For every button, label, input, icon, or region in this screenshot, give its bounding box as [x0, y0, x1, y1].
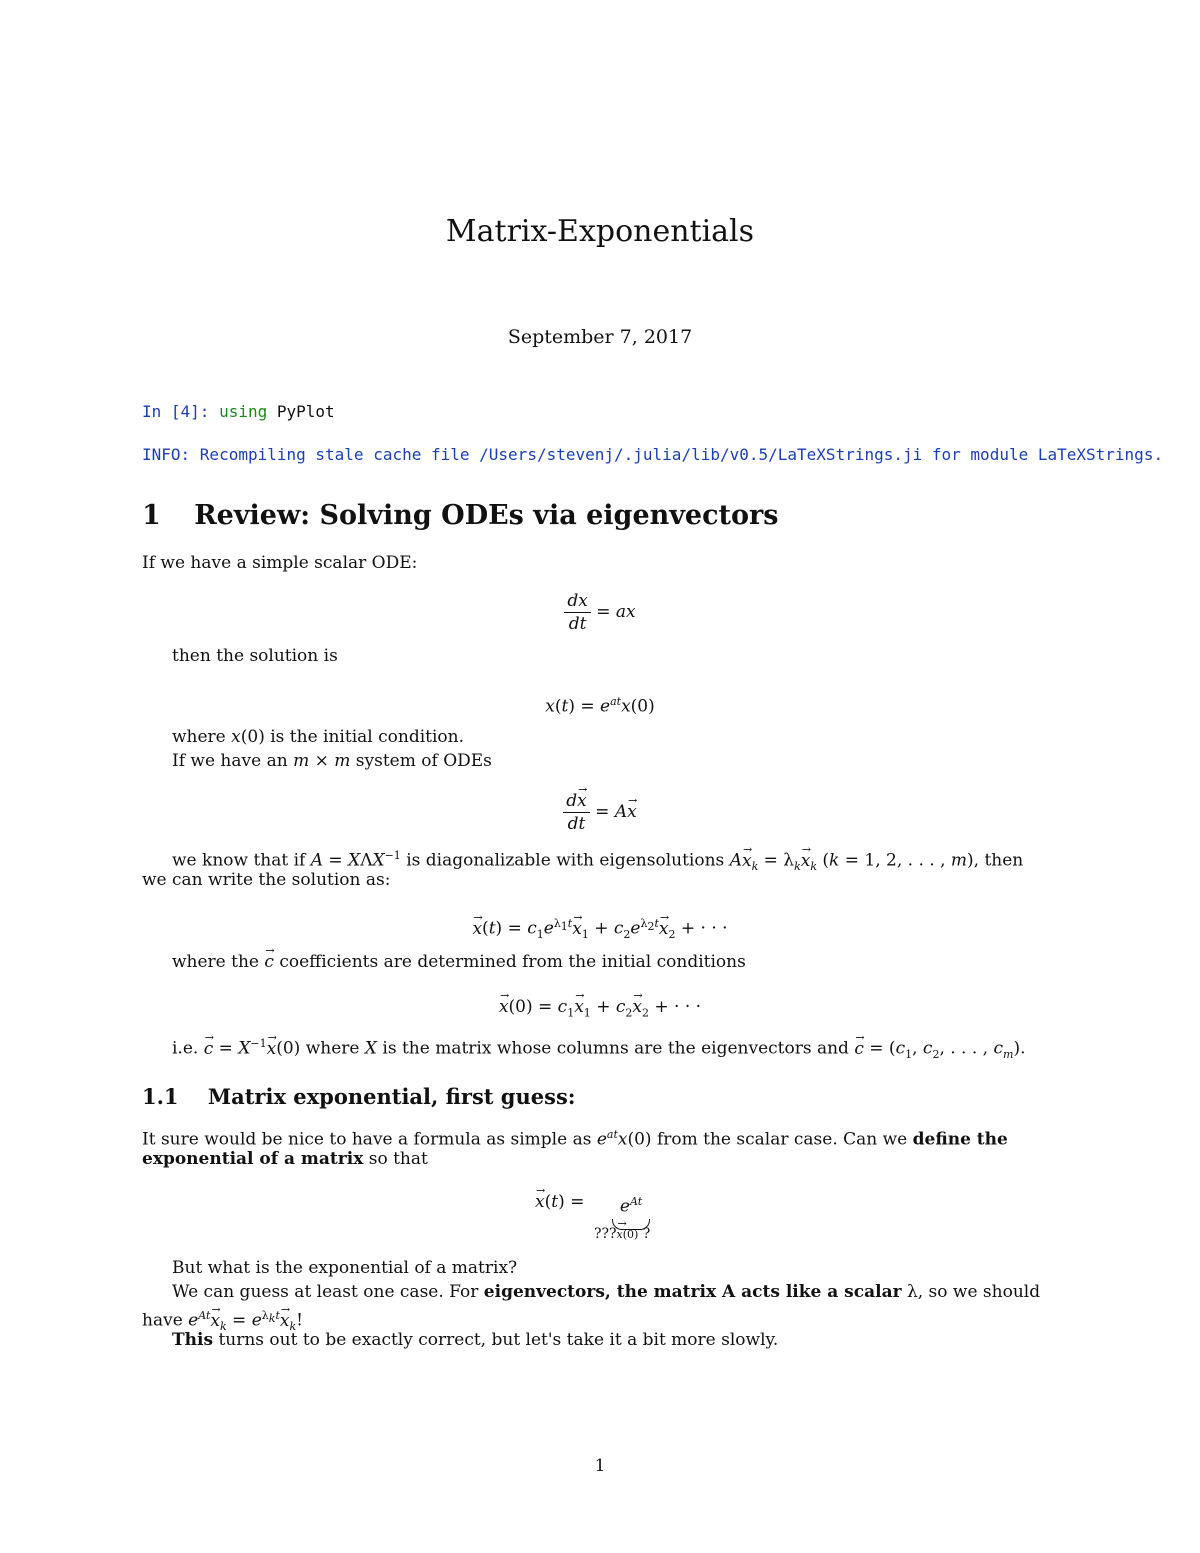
code-module: PyPlot	[276, 402, 335, 421]
where-initial-text: where x(0) is the initial condition.	[172, 727, 464, 747]
coeff-b: coefficients are determined from the initial conditions	[279, 952, 746, 972]
section-1-1-number: 1.1	[142, 1084, 179, 1109]
diag-line2: we can write the solution as:	[142, 870, 391, 890]
nice-bold2: exponential of a matrix	[142, 1149, 364, 1169]
page-number: 1	[594, 1456, 606, 1476]
diag-b: is diagonalizable with eigensolutions	[406, 850, 725, 871]
have-word: have	[142, 1310, 183, 1331]
nice-bold1: define the	[912, 1129, 1008, 1150]
ie-text: i.e. c → = $X^{-1}x \to(0)$ where X is the matrix whose columns are the eigenvectors and c → = ($c_1$, $c_2$, . . . , $c_m$).	[172, 1032, 1026, 1067]
coefficients-text: where the c → coefficients are determined from the initial conditions	[172, 950, 746, 974]
nice-b: from the scalar case. Can we	[656, 1129, 908, 1150]
nice-formula-line2	[142, 1147, 428, 1171]
where-initial-b: is the initial condition.	[270, 727, 464, 747]
slowly-rest: turns out to be exactly correct, but let's take it a bit more slowly.	[218, 1330, 779, 1350]
section-1-1-title: Matrix exponential, first guess:	[207, 1084, 576, 1109]
system-a: If we have an	[172, 751, 288, 771]
equation-scalar-ode: $\frac{dx}{dt}$ = ax	[0, 590, 1200, 635]
underbrace-group: $e^{At}$	[612, 1190, 650, 1237]
diag-a: we know that if	[172, 850, 306, 871]
guess-bold: eigenvectors, the matrix A acts like a scalar	[483, 1282, 902, 1302]
section-1-title: Review: Solving ODEs via eigenvectors	[194, 500, 779, 531]
what-is-text: But what is the exponential of a matrix?	[172, 1258, 518, 1278]
slowly-bold: This	[172, 1330, 214, 1350]
info-output: INFO: Recompiling stale cache file /Users/stevenj/.julia/lib/v0.5/LaTeXStrings.ji for module LaTeXStrings.	[142, 445, 1164, 464]
code-keyword: using	[219, 402, 268, 421]
nice-c: so that	[368, 1149, 428, 1169]
then-solution-text: then the solution is	[172, 646, 338, 666]
section-1-heading	[142, 500, 778, 531]
document-date: September 7, 2017	[507, 326, 693, 348]
system-b: system of ODEs	[355, 751, 492, 771]
equation-matrix-exp: x →(t) =	[535, 1190, 584, 1214]
ie-b: where	[305, 1038, 360, 1059]
brace-tail: ?	[642, 1226, 651, 1242]
brace-label: ???	[594, 1226, 617, 1242]
diagonalizable-text: we know that if $A = X\Lambda X^{-1}$ is diagonalizable with eigensolutions $Ax \to_k = \lambda_kx \to_k$ (k = 1, 2, . . . , m), then	[172, 844, 1023, 879]
nice-a: It sure would be nice to have a formula as simple as	[142, 1129, 592, 1150]
code-prompt: In [4]:	[142, 402, 210, 421]
guess-line2: have $e^{At}x \to_k = e^{\lambda_kt}x \to_k$!	[142, 1304, 303, 1339]
section-1-number: 1	[142, 500, 161, 531]
equation-initial-conditions: $x \to(0) = c_1x \to_1 + c_2x \to_2$ + · · ·	[0, 995, 1200, 1025]
slowly-text	[172, 1328, 778, 1352]
ie-a: i.e.	[172, 1038, 199, 1059]
diag-c: , then	[973, 850, 1024, 871]
scalar-ode-intro: If we have a simple scalar ODE:	[142, 553, 418, 573]
equation-scalar-solution: $x(t) = e^{at}x(0)$	[545, 695, 655, 717]
ie-c: is the matrix whose columns are the eigenvectors and	[382, 1038, 849, 1059]
guess-b: , so we should	[917, 1282, 1041, 1302]
guess-a: We can guess at least one case. For	[172, 1282, 479, 1302]
coeff-a: where the	[172, 952, 259, 972]
code-cell	[142, 402, 335, 421]
underbrace-label: ???x →(0) ?	[594, 1226, 650, 1242]
guess-text: We can guess at least one case. For eigenvectors, the matrix A acts like a scalar λ, so we should	[172, 1282, 1041, 1302]
document-title: Matrix-Exponentials	[445, 214, 755, 249]
exclaim: !	[296, 1310, 303, 1331]
system-text: If we have an m × m system of ODEs	[172, 751, 492, 771]
equation-system-ode: $\frac{dx \to}{dt}$ = Ax →	[0, 790, 1200, 835]
section-1-1-heading	[142, 1084, 576, 1109]
where-initial-a: where	[172, 727, 226, 747]
nice-formula-text: It sure would be nice to have a formula as simple as $e^{at}x(0)$ from the scalar case. Can we define the	[142, 1128, 1008, 1150]
equation-eigen-solution: $x \to(t) = c_1e^{\lambda_1t}x \to_1 + c_2e^{\lambda_2t}x \to_2$ + · · ·	[0, 912, 1200, 947]
